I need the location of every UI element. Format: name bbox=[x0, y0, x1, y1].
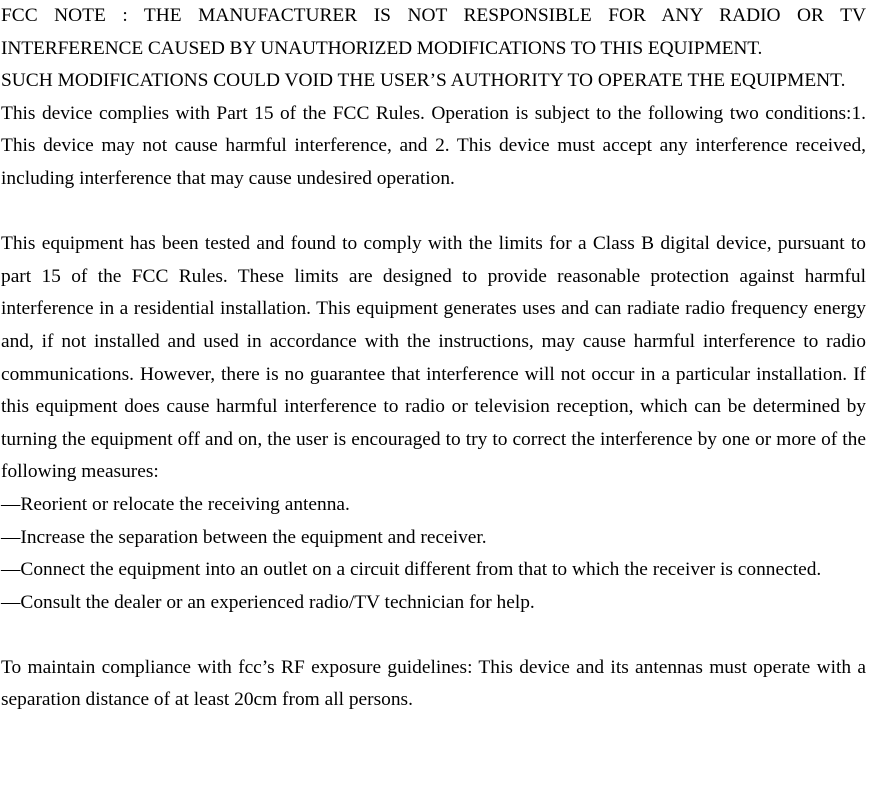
measure-item: —Consult the dealer or an experienced radio/TV technician for help. bbox=[1, 591, 535, 613]
fcc-note-line-2: INTERFERENCE CAUSED BY UNAUTHORIZED MODIFICATIONS TO THIS EQUIPMENT. bbox=[1, 37, 763, 59]
fcc-note-line-1: FCC NOTE : THE MANUFACTURER IS NOT RESPONSIBLE FOR ANY RADIO OR TV bbox=[1, 5, 866, 26]
fcc-note bbox=[1, 0, 866, 98]
measure-item: —Connect the equipment into an outlet on a circuit different from that to which the receiver is connected. bbox=[1, 559, 822, 581]
fcc-note-line-3: SUCH MODIFICATIONS COULD VOID THE USER’S AUTHORITY TO OPERATE THE EQUIPMENT. bbox=[1, 70, 846, 92]
paragraph-spacer bbox=[1, 619, 866, 652]
compliance-paragraph: This device complies with Part 15 of the FCC Rules. Operation is subject to the following two conditions:1. This device may not cause harmful interference, and 2. This device must accept any interference received, including interference that may cause undesired operation. bbox=[1, 102, 866, 189]
paragraph-spacer bbox=[1, 196, 866, 229]
fcc-document bbox=[1, 0, 866, 717]
measure-item: —Increase the separation between the equipment and receiver. bbox=[1, 526, 487, 548]
measure-item: —Reorient or relocate the receiving antenna. bbox=[1, 493, 350, 515]
class-b-paragraph: This equipment has been tested and found to comply with the limits for a Class B digital device, pursuant to part 15 of the FCC Rules. These limits are designed to provide reasonable protection against harmful interference in a residential installation. This equipment generates uses and can radiate radio frequency energy and, if not installed and used in accordance with the instructions, may cause harmful interference to radio communications. However, there is no guarantee that interference will not occur in a particular installation. If this equipment does cause harmful interference to radio or television reception, which can be determined by turning the equipment off and on, the user is encouraged to try to correct the interference by one or more of the following measures: bbox=[1, 233, 866, 483]
rf-exposure-paragraph: To maintain compliance with fcc’s RF exposure guidelines: This device and its antennas must operate with a separation distance of at least 20cm from all persons. bbox=[1, 656, 866, 711]
